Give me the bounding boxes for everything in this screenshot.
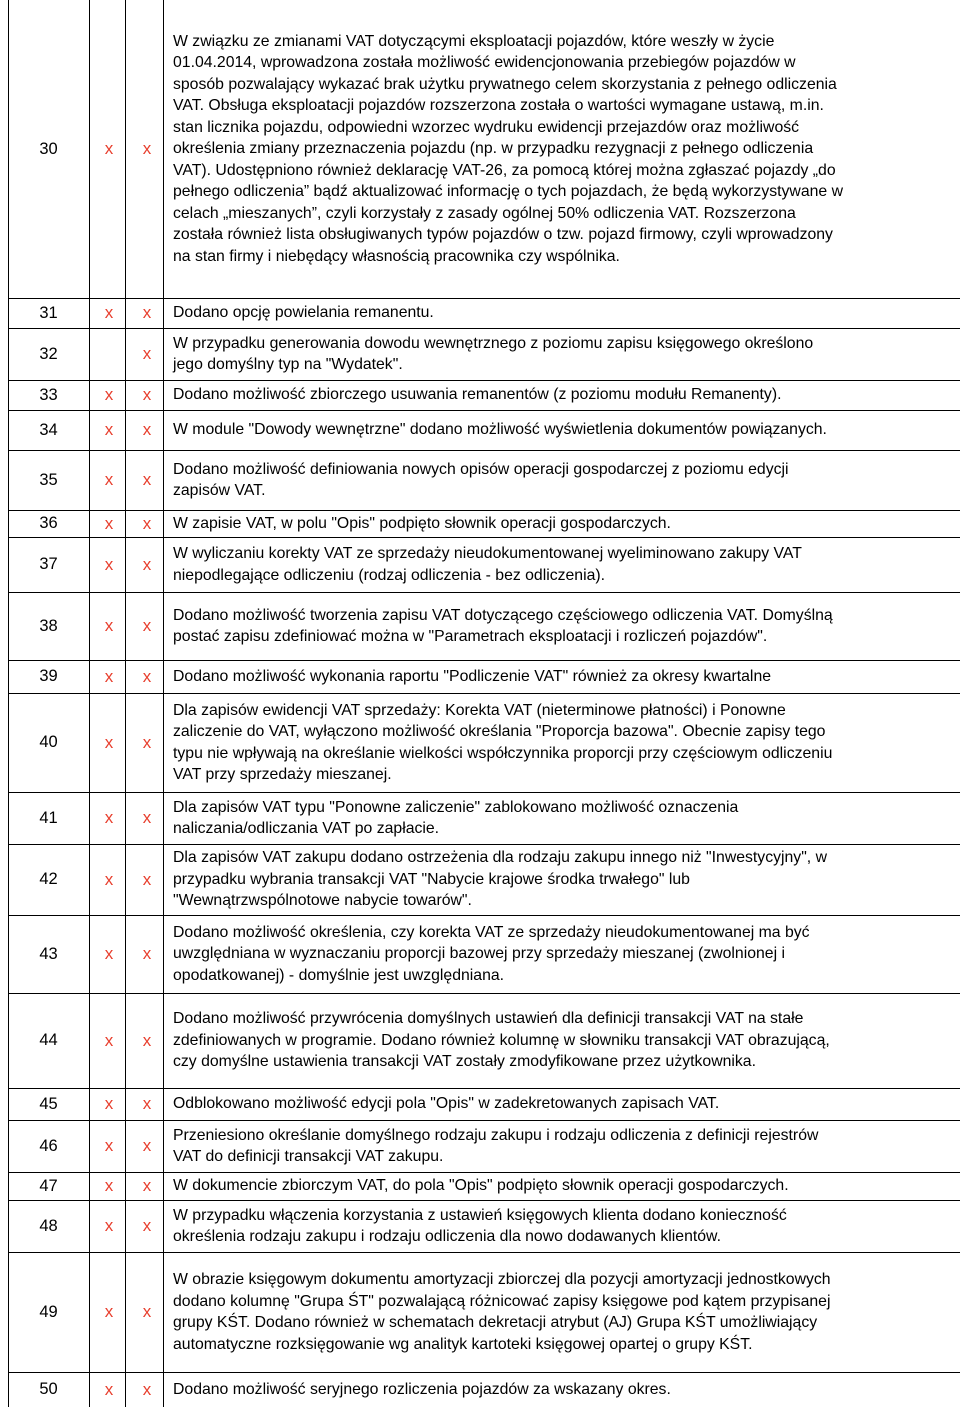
row-number: 37	[39, 555, 58, 573]
table-row	[8, 328, 960, 380]
row-number: 30	[39, 139, 58, 158]
mark-column-1: x	[104, 808, 114, 827]
mark-column-2: x	[142, 1094, 152, 1113]
mark-column-2: x	[142, 344, 152, 363]
mark-column-2: x	[142, 470, 152, 489]
description-line: Dla zapisów VAT typu "Ponowne zaliczenie" zablokowano możliwość oznaczenia	[173, 798, 739, 816]
description-line: naliczania/odliczania VAT po zapłacie.	[173, 820, 440, 837]
table-row	[8, 993, 960, 1088]
mark-column-1: x	[104, 139, 114, 158]
description-line: Dla zapisów ewidencji VAT sprzedaży: Korekta VAT (nieterminowe płatności) i Ponowne	[173, 701, 786, 719]
mark-column-1: x	[104, 1379, 114, 1399]
row-number: 39	[39, 667, 58, 685]
mark-column-1: x	[104, 1030, 114, 1050]
mark-column-2: x	[142, 1379, 152, 1399]
description-line: dodano kolumnę "Grupa ŚT" pozwalającą różnicować zapisy księgowe pod kątem przypisanej	[173, 1292, 831, 1310]
row-number: 38	[39, 616, 58, 635]
table-row	[8, 660, 960, 693]
table-row	[8, 510, 960, 537]
description-line: typu nie wpływają na określanie wielkości współczynnika proporcji przy częściowym odliczeniu	[173, 744, 833, 762]
row-description	[173, 380, 951, 410]
row-number: 40	[39, 733, 58, 751]
row-number: 48	[39, 1216, 58, 1235]
description-line: Dodano możliwość tworzenia zapisu VAT dotyczącego częściowego odliczenia VAT. Domyślną	[173, 606, 833, 624]
table-row	[8, 915, 960, 993]
description-line: określenia zmiany przeznaczenia pojazdu (np. w przypadku rezygnacji z pełnego odliczenia	[173, 140, 814, 158]
mark-column-1: x	[104, 1136, 114, 1155]
row-description	[173, 844, 951, 915]
mark-column-1: x	[104, 666, 114, 686]
row-description	[173, 410, 951, 450]
description-line: czy domyślne ustawienia transakcji VAT zostały zmodyfikowane przez użytkownika.	[173, 1053, 756, 1071]
row-number: 33	[39, 385, 58, 404]
row-number: 41	[39, 808, 58, 827]
row-description	[173, 1252, 951, 1372]
table-row	[8, 792, 960, 844]
row-number: 42	[39, 870, 58, 888]
row-description	[173, 915, 951, 993]
description-line: "Wewnątrzwspólnotowe nabycie towarów".	[173, 892, 472, 910]
row-description	[173, 792, 951, 844]
description-line: VAT). Udostępniono również deklarację VAT-26, za pomocą której można zgłaszać pojazdy „do	[173, 161, 836, 179]
row-number: 34	[39, 420, 58, 439]
row-number: 44	[39, 1031, 58, 1049]
mark-column-2: x	[142, 420, 152, 439]
table-row	[8, 1088, 960, 1120]
description-line: Dodano możliwość wykonania raportu "Podliczenie VAT" również za okresy kwartalne	[173, 667, 772, 685]
description-line: zapisów VAT.	[173, 482, 266, 499]
description-line: grupy KŚT. Dodano również w schematach dekretacji atrybut (AJ) Grupa KŚT umożliwiający	[173, 1314, 818, 1331]
row-description	[173, 993, 951, 1088]
row-description	[173, 693, 951, 792]
row-number: 36	[39, 514, 58, 532]
row-description	[173, 1088, 951, 1120]
description-line: Dodano możliwość zbiorczego usuwania remanentów (z poziomu modułu Remanenty).	[173, 386, 782, 404]
mark-column-2: x	[142, 513, 152, 533]
description-line: VAT. Obsługa eksploatacji pojazdów rozszerzona została o wartości wymagane ustawą, m.in.	[173, 97, 824, 115]
table-row	[8, 298, 960, 328]
mark-column-2: x	[142, 666, 152, 686]
table-row	[8, 844, 960, 915]
description-line: Dodano możliwość przywrócenia domyślnych ustawień dla definicji transakcji VAT na stałe	[173, 1010, 804, 1028]
mark-column-2: x	[142, 303, 152, 322]
description-line: W zapisie VAT, w polu "Opis" podpięto słownik operacji gospodarczych.	[173, 514, 671, 532]
description-line: W przypadku generowania dowodu wewnętrznego z poziomu zapisu księgowego określono	[173, 334, 814, 352]
table-row	[8, 537, 960, 592]
description-line: Dodano opcję powielania remanentu.	[173, 304, 434, 322]
table-row	[8, 0, 960, 298]
description-line: stan licznika pojazdu, odpowiedni wzorzec wydruku ewidencji przejazdów oraz możliwość	[173, 118, 800, 136]
description-line: Przeniesiono określanie domyślnego rodzaju zakupu i rodzaju odliczenia z definicji rejestrów	[173, 1126, 819, 1144]
mark-column-1: x	[104, 732, 114, 752]
table-row	[8, 1200, 960, 1252]
row-description	[173, 660, 951, 693]
description-line: uwzględniana w wyznaczaniu proporcji bazowej przy sprzedaży mieszanej (zwolnionej i	[173, 945, 785, 963]
mark-column-1: x	[104, 616, 114, 635]
description-line: postać zapisu zdefiniować można w "Parametrach eksploatacji i rozliczeń pojazdów".	[173, 628, 768, 645]
description-line: sposób pozwalający wykazać brak użytku prywatnego celem skorzystania z pełnego odliczenia	[173, 75, 837, 93]
description-line: określenia rodzaju zakupu i rodzaju odliczenia dla nowo dodawanych klientów.	[173, 1228, 721, 1245]
description-line: zdefiniowanych w programie. Dodano również kolumnę w słowniku transakcji VAT obrazującą,	[173, 1031, 830, 1049]
description-line: Dodano możliwość seryjnego rozliczenia pojazdów za wskazany okres.	[173, 1380, 671, 1398]
description-line: na stan firmy i niebędący własnością pracownika czy wspólnika.	[173, 247, 620, 265]
table-row	[8, 1252, 960, 1372]
row-number: 45	[39, 1094, 58, 1113]
description-line: pełnego odliczenia” bądź aktualizować informację o tych pojazdach, że będą wykorzystywane w	[173, 183, 843, 201]
table-row	[8, 410, 960, 450]
description-line: VAT przy sprzedaży mieszanej.	[173, 766, 392, 783]
mark-column-1: x	[104, 1176, 114, 1195]
row-number: 35	[39, 470, 58, 489]
table-row	[8, 693, 960, 792]
mark-column-1: x	[104, 470, 114, 489]
mark-column-2: x	[142, 1216, 152, 1235]
row-description	[173, 1372, 951, 1407]
mark-column-1: x	[104, 1094, 114, 1113]
description-line: Dodano możliwość definiowania nowych opisów operacji gospodarczej z poziomu edycji	[173, 460, 789, 478]
mark-column-2: x	[142, 1136, 152, 1155]
mark-column-1: x	[104, 554, 114, 574]
row-number: 31	[39, 303, 58, 322]
description-line: W module "Dowody wewnętrzne" dodano możliwość wyświetlenia dokumentów powiązanych.	[173, 421, 827, 439]
row-number: 43	[39, 944, 58, 963]
mark-column-2: x	[142, 869, 152, 889]
row-description	[173, 1172, 951, 1200]
description-line: W wyliczaniu korekty VAT ze sprzedaży nieudokumentowanej wyeliminowano zakupy VAT	[173, 545, 802, 562]
mark-column-2: x	[142, 1176, 152, 1195]
mark-column-1: x	[104, 513, 114, 533]
mark-column-2: x	[142, 554, 152, 574]
row-number: 32	[39, 344, 58, 363]
row-description	[173, 298, 951, 328]
description-line: celach „mieszanych”, czyli korzystały z zasady ogólnej 50% odliczenia VAT. Rozszerzona	[173, 204, 796, 222]
row-description	[173, 592, 951, 660]
mark-column-2: x	[142, 139, 152, 158]
mark-column-2: x	[142, 808, 152, 827]
description-line: VAT do definicji transakcji VAT zakupu.	[173, 1148, 444, 1165]
description-line: zaliczenie do VAT, wyłączono możliwość określania "Proporcja bazowa". Obecnie zapisy tego	[173, 723, 826, 740]
row-number: 50	[39, 1380, 58, 1398]
mark-column-2: x	[142, 944, 152, 963]
description-line: Dodano możliwość określenia, czy korekta VAT ze sprzedaży nieudokumentowanej ma być	[173, 923, 810, 941]
description-line: 01.04.2014, wprowadzona została możliwość ewidencjonowania przebiegów pojazdów w	[173, 54, 796, 72]
row-number: 47	[39, 1176, 58, 1195]
description-line: Dla zapisów VAT zakupu dodano ostrzeżenia dla rodzaju zakupu innego niż "Inwestycyjny", w	[173, 849, 827, 867]
row-description	[173, 1120, 951, 1172]
mark-column-1: x	[104, 385, 114, 404]
mark-column-2: x	[142, 1302, 152, 1321]
description-line: niepodlegające odliczeniu (rodzaj odliczenia - bez odliczenia).	[173, 566, 606, 584]
description-line: W obrazie księgowym dokumentu amortyzacji zbiorczej dla pozycji amortyzacji jednostkowych	[173, 1271, 831, 1288]
row-description	[173, 450, 951, 510]
description-line: W związku ze zmianami VAT dotyczącymi eksploatacji pojazdów, które weszły w życie	[173, 32, 775, 50]
table-row	[8, 380, 960, 410]
table-row	[8, 1372, 960, 1407]
mark-column-1: x	[104, 869, 114, 889]
row-description	[173, 1200, 951, 1252]
mark-column-2: x	[142, 1030, 152, 1050]
description-line: W dokumencie zbiorczym VAT, do pola "Opis" podpięto słownik operacji gospodarczych.	[173, 1177, 789, 1195]
row-number: 49	[39, 1302, 58, 1321]
table-row	[8, 1120, 960, 1172]
description-line: opodatkowanej) - domyślnie jest uwzględniana.	[173, 966, 505, 984]
row-description	[173, 510, 951, 537]
mark-column-1: x	[104, 1216, 114, 1235]
mark-column-2: x	[142, 732, 152, 752]
mark-column-2: x	[142, 385, 152, 404]
description-line: automatyczne rozksięgowanie wg analityk kartoteki księgowej opartej o grupy KŚT.	[173, 1335, 753, 1353]
description-line: jego domyślny typ na "Wydatek".	[173, 356, 403, 373]
mark-column-2: x	[142, 616, 152, 635]
mark-column-1: x	[104, 420, 114, 439]
row-description	[173, 537, 951, 592]
description-line: została również lista obsługiwanych typów pojazdów o tzw. pojazd firmowy, czyli wprowadzony	[173, 226, 833, 244]
row-number: 46	[39, 1136, 58, 1155]
mark-column-1: x	[104, 303, 114, 322]
table-row	[8, 1172, 960, 1200]
description-line: przypadku wybrania transakcji VAT "Nabycie krajowe środka trwałego" lub	[173, 870, 690, 888]
table-row	[8, 450, 960, 510]
description-line: W przypadku włączenia korzystania z ustawień księgowych klienta dodano konieczność	[173, 1206, 787, 1224]
mark-column-1	[100, 328, 118, 380]
mark-column-1: x	[104, 1302, 114, 1321]
row-description	[173, 0, 951, 298]
table-row	[8, 592, 960, 660]
mark-column-1: x	[104, 944, 114, 963]
row-description	[173, 328, 951, 380]
description-line: Odblokowano możliwość edycji pola "Opis" w zadekretowanych zapisach VAT.	[173, 1095, 720, 1113]
